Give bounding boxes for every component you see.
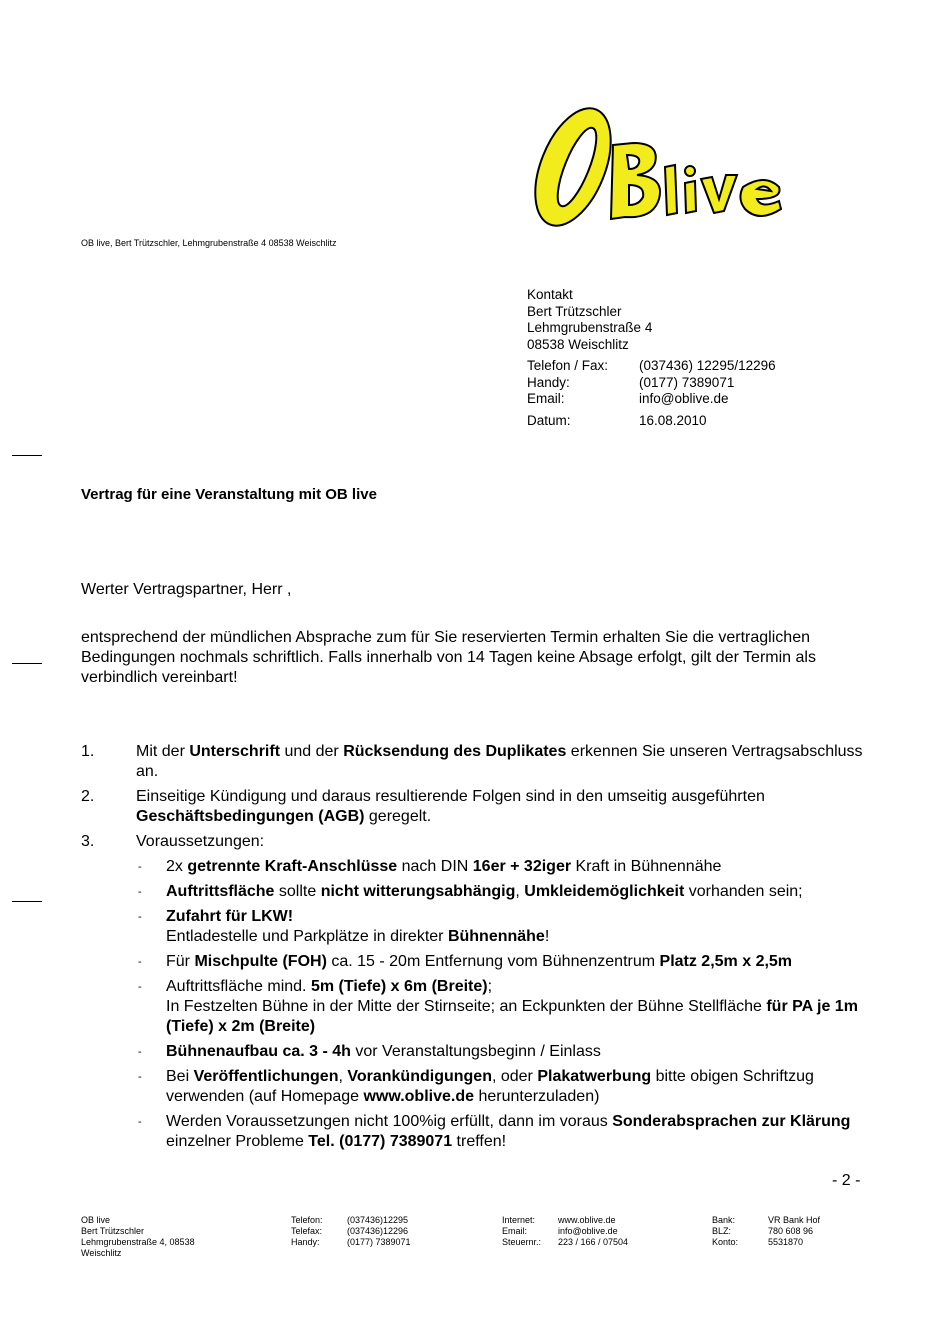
sender-line: OB live, Bert Trützschler, Lehmgrubenstraße 4 08538 Weischlitz	[81, 238, 337, 248]
footer-value: 223 / 166 / 07504	[558, 1237, 629, 1247]
text: vor Veranstaltungsbeginn / Einlass	[350, 1043, 601, 1060]
text: Auftrittsfläche mind.	[166, 978, 311, 995]
sub-item: - 2x getrennte Kraft-Anschlüsse nach DIN 16er + 32iger Kraft in Bühnennähe	[138, 858, 722, 875]
sub-item: - Werden Voraussetzungen nicht 100%ig erfüllt, dann im voraus Sonderabsprachen zur Klärung einzelner Probleme Tel. (0177) 7389071 treffen!	[138, 1113, 851, 1150]
bold-text: Unterschrift	[189, 743, 281, 760]
bold-text: Bühnenaufbau ca. 3 - 4h	[166, 1043, 351, 1060]
footer-value: 5531870	[768, 1237, 804, 1247]
text: , oder	[491, 1068, 538, 1085]
bold-text: Vorankündigungen	[347, 1068, 492, 1085]
date-label: Datum:	[527, 412, 571, 428]
text: Voraussetzungen:	[136, 833, 265, 850]
footer-label: Steuernr.:	[502, 1237, 542, 1247]
sub-item: - Bühnenaufbau ca. 3 - 4h vor Veranstaltungsbeginn / Einlass	[138, 1043, 601, 1060]
footer-label: Telefon:	[291, 1215, 323, 1225]
sub-item: - Auftrittsfläche mind. 5m (Tiefe) x 6m (Breite); In Festzelten Bühne in der Mitte der Stirnseite; an Eckpunkten der Bühne Stellfläche für PA je 1m (Tiefe) x 2m (Breite)	[138, 978, 858, 1035]
bold-text: nicht witterungsabhängig	[320, 883, 516, 900]
bold-text: Bühnennähe	[447, 928, 545, 945]
text: nach DIN	[397, 858, 473, 875]
item-number: 1.	[81, 743, 95, 760]
sub-item: - Auftrittsfläche sollte nicht witterungsabhängig, Umkleidemöglichkeit vorhanden sein;	[138, 883, 803, 900]
text: sollte	[274, 883, 321, 900]
sub-item: - Zufahrt für LKW! Entladestelle und Parkplätze in direkter Bühnennähe!	[138, 908, 550, 945]
text: Werden Voraussetzungen nicht 100%ig erfüllt, dann im voraus	[166, 1113, 613, 1130]
bold-text: Plakatwerbung	[537, 1068, 652, 1085]
list-item	[81, 787, 881, 827]
email-value: info@oblive.de	[639, 391, 729, 406]
footer-label: Internet:	[502, 1215, 536, 1225]
phone-label: Telefon / Fax:	[527, 358, 609, 373]
intro-paragraph: entsprechend der mündlichen Absprache zum für Sie reservierten Termin erhalten Sie die vertraglichen Bedingungen nochmals schriftlich. Falls innerhalb von 14 Tagen keine Absage erfolgt, gilt der Termin als verbindlich vereinbart!	[81, 629, 816, 686]
text: vorhanden sein;	[684, 883, 803, 900]
text: !	[544, 928, 550, 945]
footer-value: VR Bank Hof	[768, 1215, 821, 1225]
bold-text: Zufahrt für LKW!	[166, 908, 294, 925]
fold-mark	[12, 663, 42, 664]
footer-value: (037436)12295	[347, 1215, 409, 1225]
footer-line: OB live	[81, 1215, 111, 1225]
text: erkennen Sie unseren Vertragsabschluss an.	[136, 743, 863, 780]
phone-value: (037436) 12295/12296	[639, 358, 776, 373]
text: ;	[487, 978, 493, 995]
text: einzelner Probleme	[166, 1133, 309, 1150]
bold-text: getrennte Kraft-Anschlüsse	[187, 858, 398, 875]
text: Mit der	[136, 743, 190, 760]
text: In Festzelten Bühne in der Mitte der Stirnseite; an Eckpunkten der Bühne Stellfläche	[166, 998, 767, 1015]
bold-text: Umkleidemöglichkeit	[524, 883, 685, 900]
footer-line: Weischlitz	[81, 1248, 122, 1258]
greeting: Werter Vertragspartner, Herr ,	[81, 581, 292, 598]
text: herunterzuladen)	[474, 1088, 600, 1105]
footer-line: Lehmgrubenstraße 4, 08538	[81, 1237, 195, 1247]
footer-bank	[712, 1215, 820, 1248]
footer-label: Konto:	[712, 1237, 739, 1247]
date-value: 16.08.2010	[639, 412, 707, 428]
text: und der	[280, 743, 344, 760]
bold-text: www.oblive.de	[363, 1088, 474, 1105]
list-item	[81, 832, 881, 1152]
footer-value: info@oblive.de	[558, 1226, 618, 1236]
sub-item: - Für Mischpulte (FOH) ca. 15 - 20m Entfernung vom Bühnenzentrum Platz 2,5m x 2,5m	[138, 953, 793, 970]
text: ,	[515, 883, 525, 900]
footer-value: www.oblive.de	[558, 1215, 616, 1225]
footer-label: BLZ:	[712, 1226, 732, 1236]
contact-city: 08538 Weischlitz	[527, 336, 629, 352]
text: ca. 15 - 20m Entfernung vom Bühnenzentrum	[326, 953, 660, 970]
text: Bei	[166, 1068, 194, 1085]
fold-mark	[12, 901, 42, 902]
contact-block	[527, 287, 776, 429]
footer-label: Handy:	[291, 1237, 320, 1247]
footer-web	[502, 1215, 628, 1248]
bold-text: Auftrittsfläche	[166, 883, 275, 900]
fold-mark	[12, 455, 42, 456]
bold-text: Tel. (0177) 7389071	[308, 1133, 453, 1150]
footer-value: (0177) 7389071	[347, 1237, 411, 1247]
bold-text: 5m (Tiefe) x 6m (Breite)	[310, 978, 488, 995]
contact-street: Lehmgrubenstraße 4	[527, 320, 653, 335]
footer-label: Email:	[502, 1226, 528, 1236]
footer-value: (037436)12296	[347, 1226, 409, 1236]
text: Für	[166, 953, 195, 970]
oblive-logo	[525, 95, 790, 245]
bold-text: für PA je 1m (Tiefe) x 2m (Breite)	[166, 998, 858, 1035]
bold-text: Sonderabsprachen zur Klärung	[612, 1113, 851, 1130]
bold-text: Rücksendung des Duplikates	[343, 743, 567, 760]
bold-text: 16er + 32iger	[472, 858, 572, 875]
text: Kraft in Bühnennähe	[571, 858, 722, 875]
footer-label: Bank:	[712, 1215, 736, 1225]
sub-item: - Bei Veröffentlichungen, Vorankündigungen, oder Plakatwerbung bitte obigen Schriftzug verwenden (auf Homepage www.oblive.de herunterzuladen)	[138, 1068, 814, 1105]
email-label: Email:	[527, 391, 565, 406]
item-number: 3.	[81, 833, 95, 850]
text: ,	[338, 1068, 348, 1085]
footer-phone	[291, 1215, 411, 1248]
text: 2x	[166, 858, 188, 875]
footer-line: Bert Trützschler	[81, 1226, 145, 1236]
contact-name: Bert Trützschler	[527, 303, 622, 319]
subject-line: Vertrag für eine Veranstaltung mit OB live	[81, 486, 377, 503]
bold-text: Geschäftsbedingungen (AGB)	[136, 808, 365, 825]
bold-text: Platz 2,5m x 2,5m	[659, 953, 793, 970]
text: Einseitige Kündigung und daraus resultierende Folgen sind in den umseitig ausgeführten	[136, 788, 765, 805]
text: geregelt.	[364, 808, 432, 825]
page-number: - 2 -	[832, 1172, 861, 1189]
text: bitte obigen Schriftzug verwenden (auf Homepage	[166, 1068, 814, 1105]
mobile-value: (0177) 7389071	[639, 374, 735, 390]
contact-heading: Kontakt	[527, 287, 573, 302]
bold-text: Mischpulte (FOH)	[194, 953, 327, 970]
footer-value: 780 608 96	[768, 1226, 814, 1236]
mobile-label: Handy:	[527, 374, 570, 390]
footer-address	[81, 1215, 195, 1259]
item-number: 2.	[81, 788, 95, 805]
footer-label: Telefax:	[291, 1226, 323, 1236]
text: Entladestelle und Parkplätze in direkter	[166, 928, 448, 945]
text: treffen!	[452, 1133, 507, 1150]
list-item	[81, 742, 881, 782]
conditions-list	[81, 742, 881, 1157]
bold-text: Veröffentlichungen	[193, 1068, 339, 1085]
